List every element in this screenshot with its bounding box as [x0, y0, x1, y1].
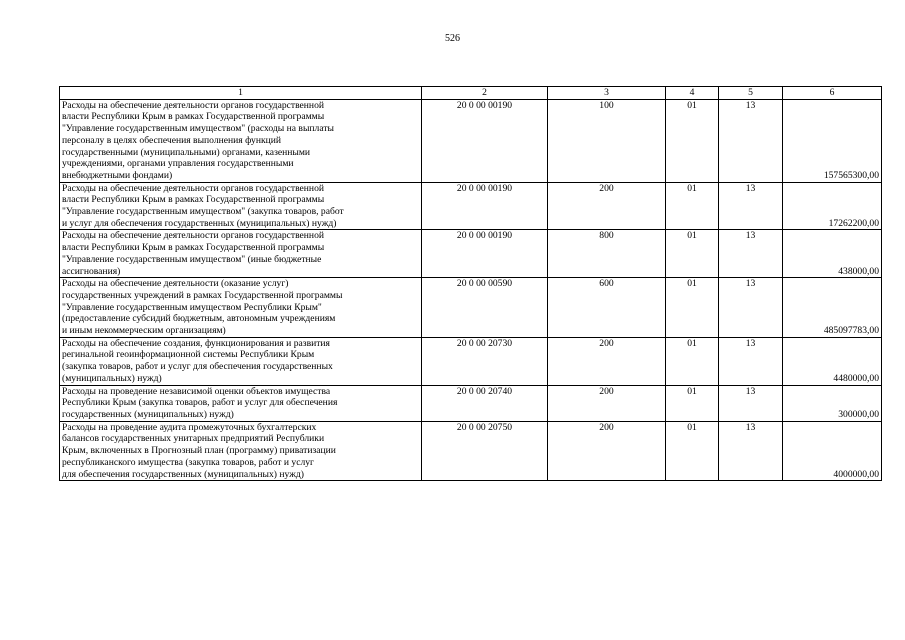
row-description-line: государственными (муниципальными) органами, казенными — [62, 146, 311, 158]
row-description — [60, 421, 422, 481]
row-description-line: (муниципальных) нужд) — [62, 372, 162, 384]
row-description-line: внебюджетными фондами) — [62, 169, 173, 181]
row-expense-type: 600 — [548, 278, 666, 338]
row-description-line: республиканского имущества (закупка товаров, работ и услуг — [62, 456, 314, 468]
row-subsection: 13 — [719, 182, 783, 230]
row-expense-type: 100 — [548, 99, 666, 182]
table-header-row — [60, 87, 882, 100]
row-target-article: 20 0 00 20740 — [422, 385, 548, 421]
row-description-line: Республики Крым (закупка товаров, работ и услуг для обеспечения — [62, 397, 338, 409]
row-description-line: (закупка товаров, работ и услуг для обеспечения государственных — [62, 361, 333, 373]
row-description-line: для обеспечения государственных (муниципальных) нужд) — [62, 468, 304, 480]
row-description-line: и услуг для обеспечения государственных (муниципальных) нужд) — [62, 217, 337, 229]
row-description — [60, 99, 422, 182]
row-target-article: 20 0 00 00590 — [422, 278, 548, 338]
row-description-line: власти Республики Крым в рамках Государственной программы — [62, 242, 325, 254]
row-description — [60, 230, 422, 278]
row-subsection: 13 — [719, 99, 783, 182]
row-expense-type: 200 — [548, 421, 666, 481]
row-amount: 157565300,00 — [783, 99, 882, 182]
row-amount: 17262200,00 — [783, 182, 882, 230]
row-target-article: 20 0 00 20750 — [422, 421, 548, 481]
table-row — [60, 385, 882, 421]
row-amount: 438000,00 — [783, 230, 882, 278]
table-row — [60, 337, 882, 385]
column-header-description: 1 — [60, 87, 422, 100]
row-amount: 300000,00 — [783, 385, 882, 421]
row-amount: 4480000,00 — [783, 337, 882, 385]
row-description-line: государственных учреждений в рамках Государственной программы — [62, 289, 343, 301]
row-section: 01 — [666, 99, 719, 182]
row-amount: 4000000,00 — [783, 421, 882, 481]
row-description-line: власти Республики Крым в рамках Государственной программы — [62, 194, 325, 206]
row-description — [60, 337, 422, 385]
row-description-line: Расходы на обеспечение деятельности органов государственной — [62, 182, 325, 194]
column-header-section: 4 — [666, 87, 719, 100]
row-section: 01 — [666, 278, 719, 338]
table-row — [60, 99, 882, 182]
row-expense-type: 200 — [548, 337, 666, 385]
row-description-line: Расходы на проведение независимой оценки объектов имущества — [62, 385, 331, 397]
row-target-article: 20 0 00 00190 — [422, 230, 548, 278]
row-description-line: "Управление государственным имуществом" (иные бюджетные — [62, 253, 322, 265]
row-description-line: Расходы на проведение аудита промежуточных бухгалтерских — [62, 421, 317, 433]
table-row — [60, 421, 882, 481]
column-header-amount: 6 — [783, 87, 882, 100]
row-description-line: и иным некоммерческим организациям) — [62, 325, 226, 337]
column-header-target-article: 2 — [422, 87, 548, 100]
row-description-line: "Управление государственным имуществом" (расходы на выплаты — [62, 123, 334, 135]
row-section: 01 — [666, 230, 719, 278]
row-target-article: 20 0 00 20730 — [422, 337, 548, 385]
row-section: 01 — [666, 182, 719, 230]
row-description-line: Расходы на обеспечение деятельности органов государственной — [62, 99, 325, 111]
row-expense-type: 200 — [548, 182, 666, 230]
row-description-line: персоналу в целях обеспечения выполнения функций — [62, 134, 282, 146]
row-description-line: ассигнования) — [62, 265, 121, 277]
row-description-line: "Управление государственным имуществом" (закупка товаров, работ — [62, 206, 344, 218]
table-row — [60, 278, 882, 338]
table-row — [60, 230, 882, 278]
row-description — [60, 385, 422, 421]
row-target-article: 20 0 00 00190 — [422, 182, 548, 230]
column-header-expense-type: 3 — [548, 87, 666, 100]
row-subsection: 13 — [719, 421, 783, 481]
row-description-line: Расходы на обеспечение деятельности органов государственной — [62, 230, 325, 242]
row-description-line: Расходы на обеспечение создания, функционирования и развития — [62, 337, 330, 349]
row-expense-type: 800 — [548, 230, 666, 278]
table-row — [60, 182, 882, 230]
row-description-line: Расходы на обеспечение деятельности (оказание услуг) — [62, 278, 289, 290]
row-target-article: 20 0 00 00190 — [422, 99, 548, 182]
column-header-subsection: 5 — [719, 87, 783, 100]
row-description-line: балансов государственных унитарных предприятий Республики — [62, 433, 325, 445]
row-description-line: власти Республики Крым в рамках Государственной программы — [62, 111, 325, 123]
row-description-line: регинальной геоинформационной системы Республики Крым — [62, 349, 315, 361]
row-description-line: (предоставление субсидий бюджетным, автономным учреждениям — [62, 313, 336, 325]
budget-table — [59, 86, 882, 481]
row-section: 01 — [666, 337, 719, 385]
row-section: 01 — [666, 385, 719, 421]
row-expense-type: 200 — [548, 385, 666, 421]
row-subsection: 13 — [719, 385, 783, 421]
row-description-line: Крым, включенных в Прогнозный план (программу) приватизации — [62, 445, 336, 457]
row-section: 01 — [666, 421, 719, 481]
row-amount: 485097783,00 — [783, 278, 882, 338]
row-subsection: 13 — [719, 278, 783, 338]
page-number: 526 — [445, 33, 460, 44]
row-description-line: "Управление государственным имуществом Республики Крым" — [62, 301, 322, 313]
row-subsection: 13 — [719, 337, 783, 385]
row-description-line: государственных (муниципальных) нужд) — [62, 408, 234, 420]
row-description — [60, 278, 422, 338]
row-description-line: учреждениями, органами управления государственными — [62, 158, 294, 170]
row-description — [60, 182, 422, 230]
row-subsection: 13 — [719, 230, 783, 278]
